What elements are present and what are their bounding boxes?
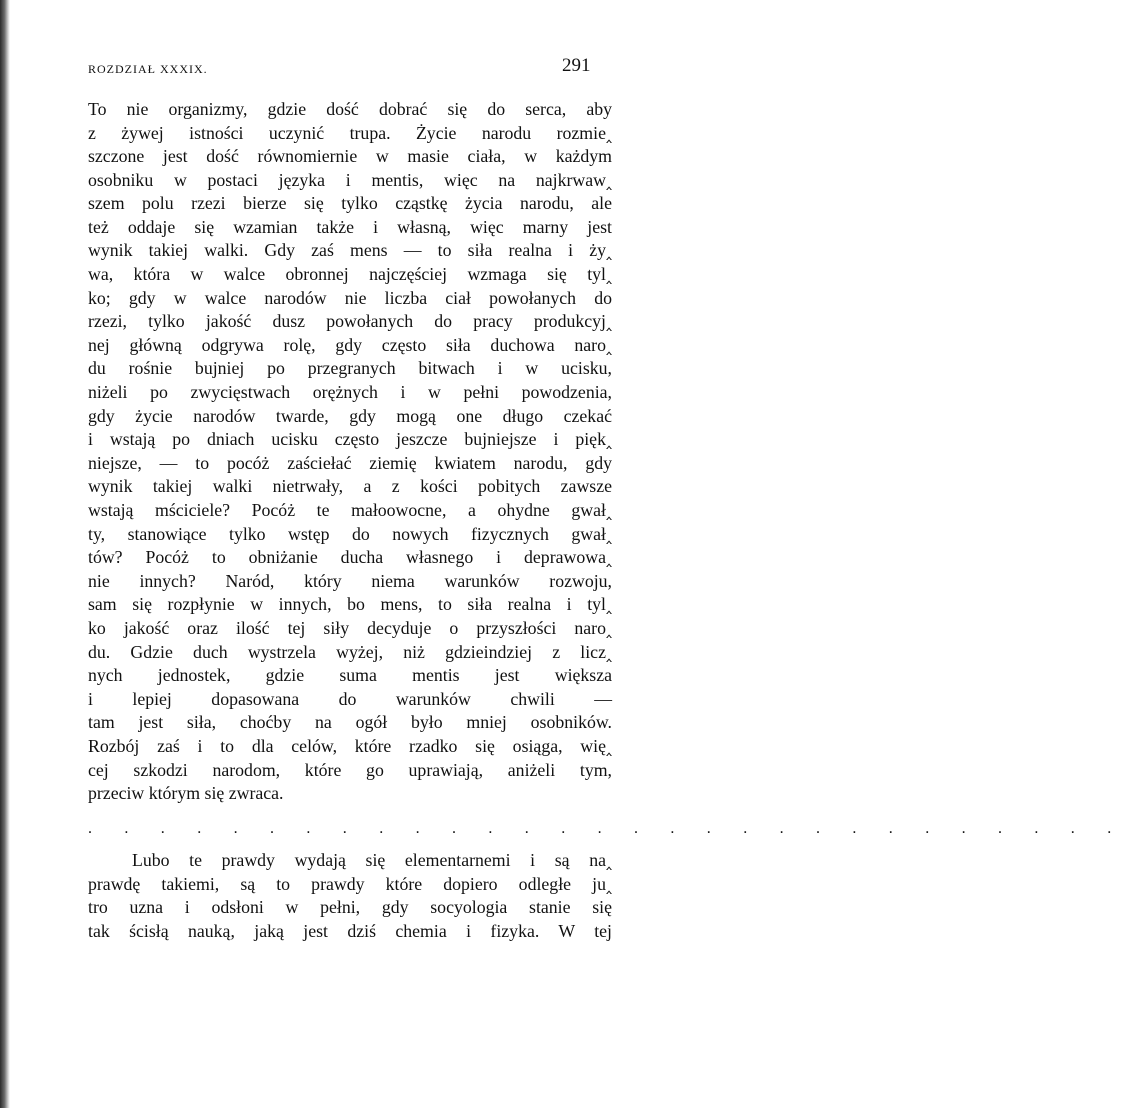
text-line: wstają mściciele? Pocóż te małoowocne, a ohydne gwał‸	[88, 500, 612, 520]
text-line: cej szkodzi narodom, które go uprawiają, aniżeli tym,	[88, 760, 612, 780]
text-line: ko; gdy w walce narodów nie liczba ciał powołanych do	[88, 288, 612, 308]
text-line: też oddaje się wzamian także i własną, więc marny jest	[88, 217, 612, 237]
text-line: niejsze, — to pocóż zaściełać ziemię kwiatem narodu, gdy	[88, 453, 612, 473]
text-line: tro uzna i odsłoni w pełni, gdy socyologia stanie się	[88, 897, 612, 917]
text-line: i wstają po dniach ucisku często jeszcze bujniejsze i pięk‸	[88, 429, 612, 449]
text-line: niżeli po zwycięstwach orężnych i w pełni powodzenia,	[88, 382, 612, 402]
text-line: Rozbój zaś i to dla celów, które rzadko się osiąga, wię‸	[88, 736, 612, 756]
text-line: z żywej istności uczynić trupa. Życie narodu rozmie‸	[88, 123, 612, 143]
text-line: gdy życie narodów twarde, gdy mogą one długo czekać	[88, 406, 612, 426]
text-line: i lepiej dopasowana do warunków chwili —	[88, 689, 612, 709]
section-separator: . . . . . . . . . . . . . . . . . . . . . . . . . . . . .	[88, 820, 1125, 837]
text-line: ty, stanowiące tylko wstęp do nowych fizycznych gwał‸	[88, 524, 612, 544]
text-line: wa, która w walce obronnej najczęściej wzmaga się tyl‸	[88, 264, 612, 284]
text-line: prawdę takiemi, są to prawdy które dopiero odległe ju‸	[88, 874, 612, 894]
text-line: osobniku w postaci języka i mentis, więc na najkrwaw‸	[88, 170, 612, 190]
text-line: To nie organizmy, gdzie dość dobrać się do serca, aby	[88, 99, 612, 119]
text-line: tam jest siła, choćby na ogół było mniej osobników.	[88, 712, 612, 732]
text-line: nych jednostek, gdzie suma mentis jest większa	[88, 665, 612, 685]
text-line: szczone jest dość równomiernie w masie ciała, w każdym	[88, 146, 612, 166]
text-line: wynik takiej walki. Gdy zaś mens — to siła realna i ży‸	[88, 240, 612, 260]
text-line: tak ścisłą nauką, jaką jest dziś chemia i fizyka. W tej	[88, 921, 612, 941]
text-line: szem polu rzezi bierze się tylko cząstkę życia narodu, ale	[88, 193, 612, 213]
text-line: przeciw którym się zwraca.	[88, 783, 284, 803]
text-line: nej główną odgrywa rolę, gdy często siła duchowa naro‸	[88, 335, 612, 355]
text-line: sam się rozpłynie w innych, bo mens, to siła realna i tyl‸	[88, 594, 612, 614]
page-gutter-shadow	[0, 0, 10, 1108]
page-number: 291	[562, 55, 591, 76]
text-line: tów? Pocóż to obniżanie ducha własnego i deprawowa‸	[88, 547, 612, 567]
text-line: du rośnie bujniej po przegranych bitwach i w ucisku,	[88, 358, 612, 378]
text-line: nie innych? Naród, który niema warunków rozwoju,	[88, 571, 612, 591]
text-line: Lubo te prawdy wydają się elementarnemi i są na‸	[132, 850, 612, 870]
running-head: ROZDZIAŁ XXXIX.	[88, 62, 208, 76]
text-line: ko jakość oraz ilość tej siły decyduje o przyszłości naro‸	[88, 618, 612, 638]
text-line: rzezi, tylko jakość dusz powołanych do pracy produkcyj‸	[88, 311, 612, 331]
text-line: du. Gdzie duch wystrzela wyżej, niż gdzieindziej z licz‸	[88, 642, 612, 662]
text-line: wynik takiej walki nietrwały, a z kości pobitych zawsze	[88, 476, 612, 496]
